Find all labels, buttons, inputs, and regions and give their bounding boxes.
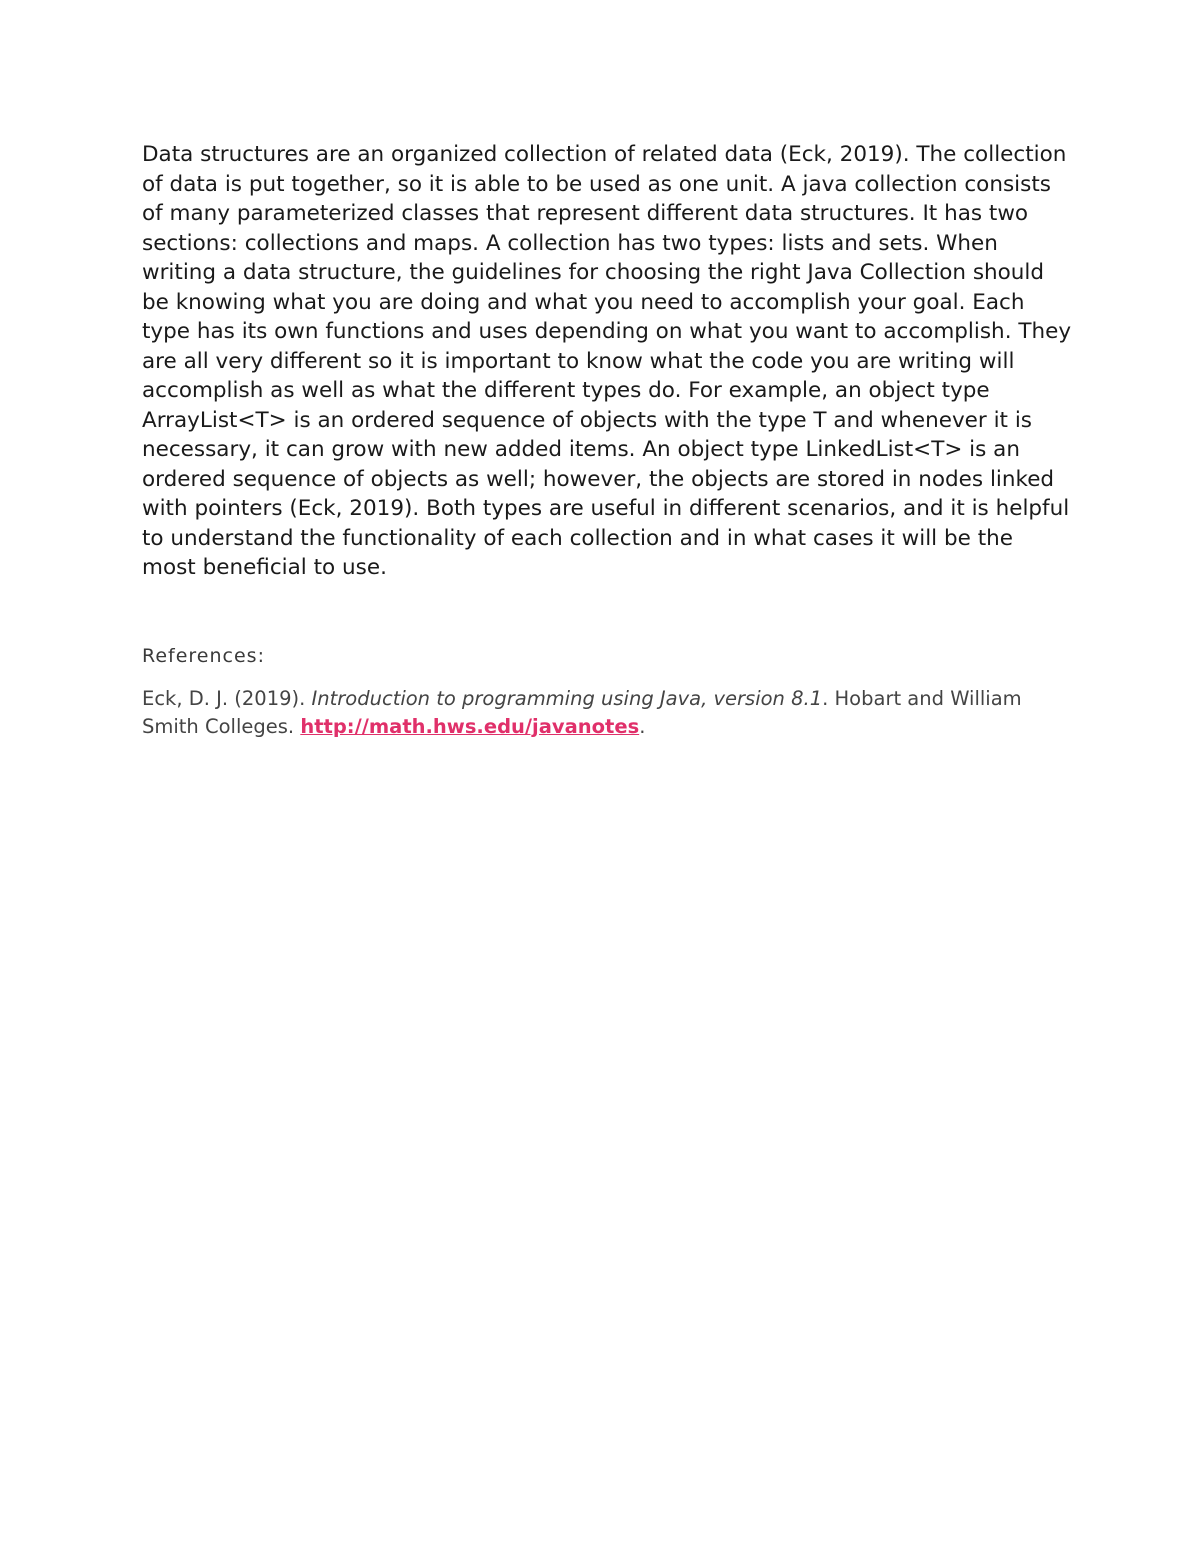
reference-authors-year: Eck, D. J. (2019). <box>142 686 312 710</box>
references-heading: References: <box>142 644 265 667</box>
document-page <box>142 140 1072 741</box>
reference-title: Introduction to programming using Java, version 8.1 <box>311 686 823 710</box>
body-paragraph: Data structures are an organized collection of related data (Eck, 2019). The collection of data is put together, so it is able to be used as one unit. A java collection consists of many parameterized classes that represent different data structures. It has two sections: collections and maps. A collection has two types: lists and sets. When writing a data structure, the guidelines for choosing the right Java Collection should be knowing what you are doing and what you need to accomplish your goal. Each type has its own functions and uses depending on what you want to accomplish. They are all very different so it is important to know what the code you are writing will accomplish as well as what the different types do. For example, an object type ArrayList<T> is an ordered sequence of objects with the type T and whenever it is necessary, it can grow with new added items. An object type LinkedList<T> is an ordered sequence of objects as well; however, the objects are stored in nodes linked with pointers (Eck, 2019). Both types are useful in different scenarios, and it is helpful to understand the functionality of each collection and in what cases it will be the most beneficial to use. <box>142 142 1072 580</box>
reference-publisher: . Hobart and William Smith Colleges. <box>142 686 1022 738</box>
reference-link[interactable]: http://math.hws.edu/javanotes <box>300 714 640 738</box>
reference-end: . <box>639 714 646 738</box>
reference-entry <box>142 685 1042 741</box>
